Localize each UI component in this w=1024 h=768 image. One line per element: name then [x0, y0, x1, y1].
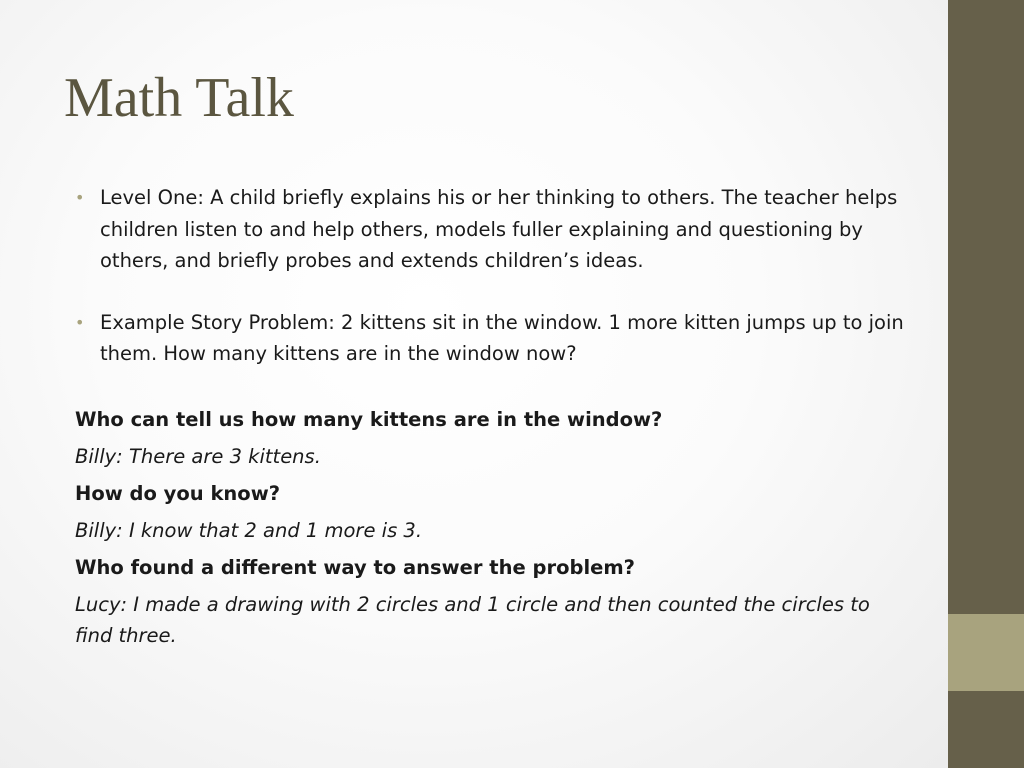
dialogue-question: Who found a different way to answer the problem? [75, 555, 635, 579]
bullet-text: Example Story Problem: 2 kittens sit in the window. 1 more kitten jumps up to join them. How many kittens are in the window now? [100, 310, 904, 365]
slide-title: Math Talk [64, 67, 294, 129]
slide-content [75, 182, 905, 657]
bullet-marker: • [75, 312, 85, 332]
bullet-marker: • [75, 188, 85, 207]
bullet-example-problem [75, 307, 905, 370]
bullet-level-one [75, 182, 905, 277]
dialogue-answer: Billy: There are 3 kittens. [75, 444, 321, 468]
dialogue-answer: Billy: I know that 2 and 1 more is 3. [75, 518, 423, 542]
bullet-text: Level One: A child briefly explains his or her thinking to others. The teacher helps children listen to and help others, models fuller explaining and questioning by others, and briefly probes and extends children’s ideas. [100, 186, 898, 272]
decorative-sidebar-band [948, 614, 1024, 691]
dialogue-question: Who can tell us how many kittens are in the window? [75, 407, 663, 431]
dialogue-answer: Lucy: I made a drawing with 2 circles and 1 circle and then counted the circles to find three. [75, 592, 870, 647]
dialogue-question: How do you know? [75, 481, 281, 505]
